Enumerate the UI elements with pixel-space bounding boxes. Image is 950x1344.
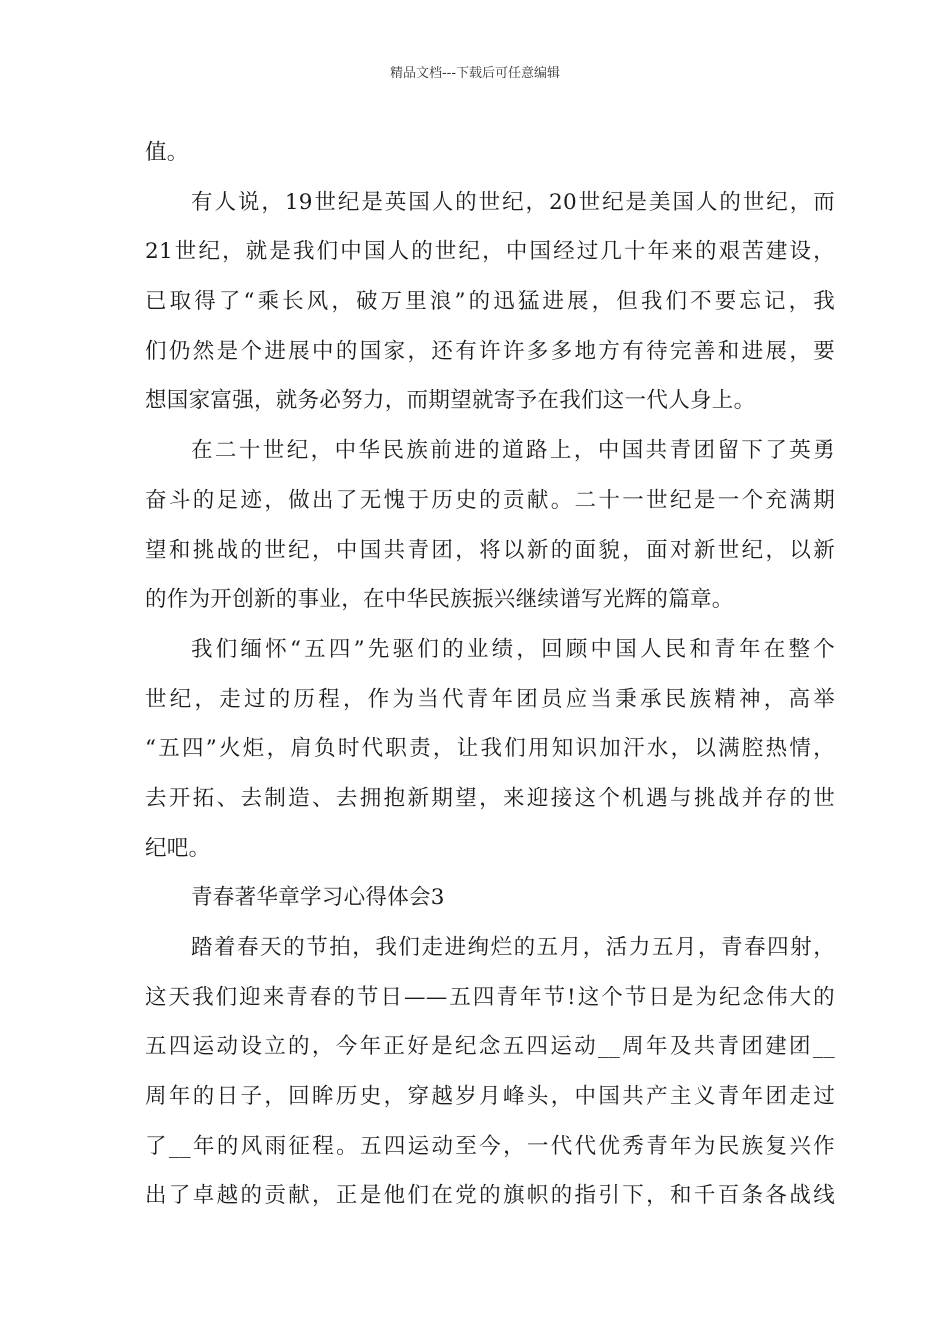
paragraph-line: 五四运动设立的，今年正好是纪念五四运动__周年及共青团建团__ xyxy=(145,1034,835,1060)
paragraph-line: “五四”火炬，肩负时代职责，让我们用知识加汗水，以满腔热情， xyxy=(145,736,835,762)
paragraph-line: 已取得了“乘长风，破万里浪”的迅猛进展，但我们不要忘记，我 xyxy=(145,289,835,315)
paragraph-line: 有人说，19世纪是英国人的世纪，20世纪是美国人的世纪，而 xyxy=(191,189,835,215)
paragraph-line: 去开拓、去制造、去拥抱新期望，来迎接这个机遇与挑战并存的世 xyxy=(145,785,835,811)
paragraph-line: 踏着春天的节拍，我们走进绚烂的五月，活力五月，青春四射， xyxy=(191,935,835,960)
paragraph-line: 在二十世纪，中华民族前进的道路上，中国共青团留下了英勇 xyxy=(191,438,835,464)
paragraph-line: 们仍然是个进展中的国家，还有许许多多地方有待完善和进展，要 xyxy=(145,338,835,364)
paragraph-line: 这天我们迎来青春的节日——五四青年节!这个节日是为纪念伟大的 xyxy=(145,984,835,1010)
paragraph-line: 21世纪，就是我们中国人的世纪，中国经过几十年来的艰苦建设， xyxy=(145,239,835,265)
paragraph-line: 望和挑战的世纪，中国共青团，将以新的面貌，面对新世纪，以新 xyxy=(145,537,835,563)
paragraph-line: 周年的日子，回眸历史，穿越岁月峰头，中国共产主义青年团走过 xyxy=(145,1084,835,1110)
paragraph-line: 纪吧。 xyxy=(145,835,211,861)
paragraph-line: 世纪，走过的历程，作为当代青年团员应当秉承民族精神，高举 xyxy=(145,686,835,712)
page-header: 精品文档---下载后可任意编辑 xyxy=(389,66,561,81)
paragraph-line: 想国家富强，就务必努力，而期望就寄予在我们这一代人身上。 xyxy=(145,388,756,414)
paragraph-line: 出了卓越的贡献，正是他们在党的旗帜的指引下，和千百条各战线 xyxy=(145,1183,835,1209)
section-heading: 青春著华章学习心得体会3 xyxy=(191,885,445,911)
paragraph-line: 值。 xyxy=(145,140,189,165)
document-body xyxy=(145,128,835,1221)
paragraph-line: 我们缅怀“五四”先驱们的业绩，回顾中国人民和青年在整个 xyxy=(191,636,835,662)
paragraph-line: 奋斗的足迹，做出了无愧于历史的贡献。二十一世纪是一个充满期 xyxy=(145,487,835,513)
paragraph-line: 了__年的风雨征程。五四运动至今，一代代优秀青年为民族复兴作 xyxy=(145,1133,835,1159)
paragraph-line: 的作为开创新的事业，在中华民族振兴继续谱写光辉的篇章。 xyxy=(145,587,734,613)
